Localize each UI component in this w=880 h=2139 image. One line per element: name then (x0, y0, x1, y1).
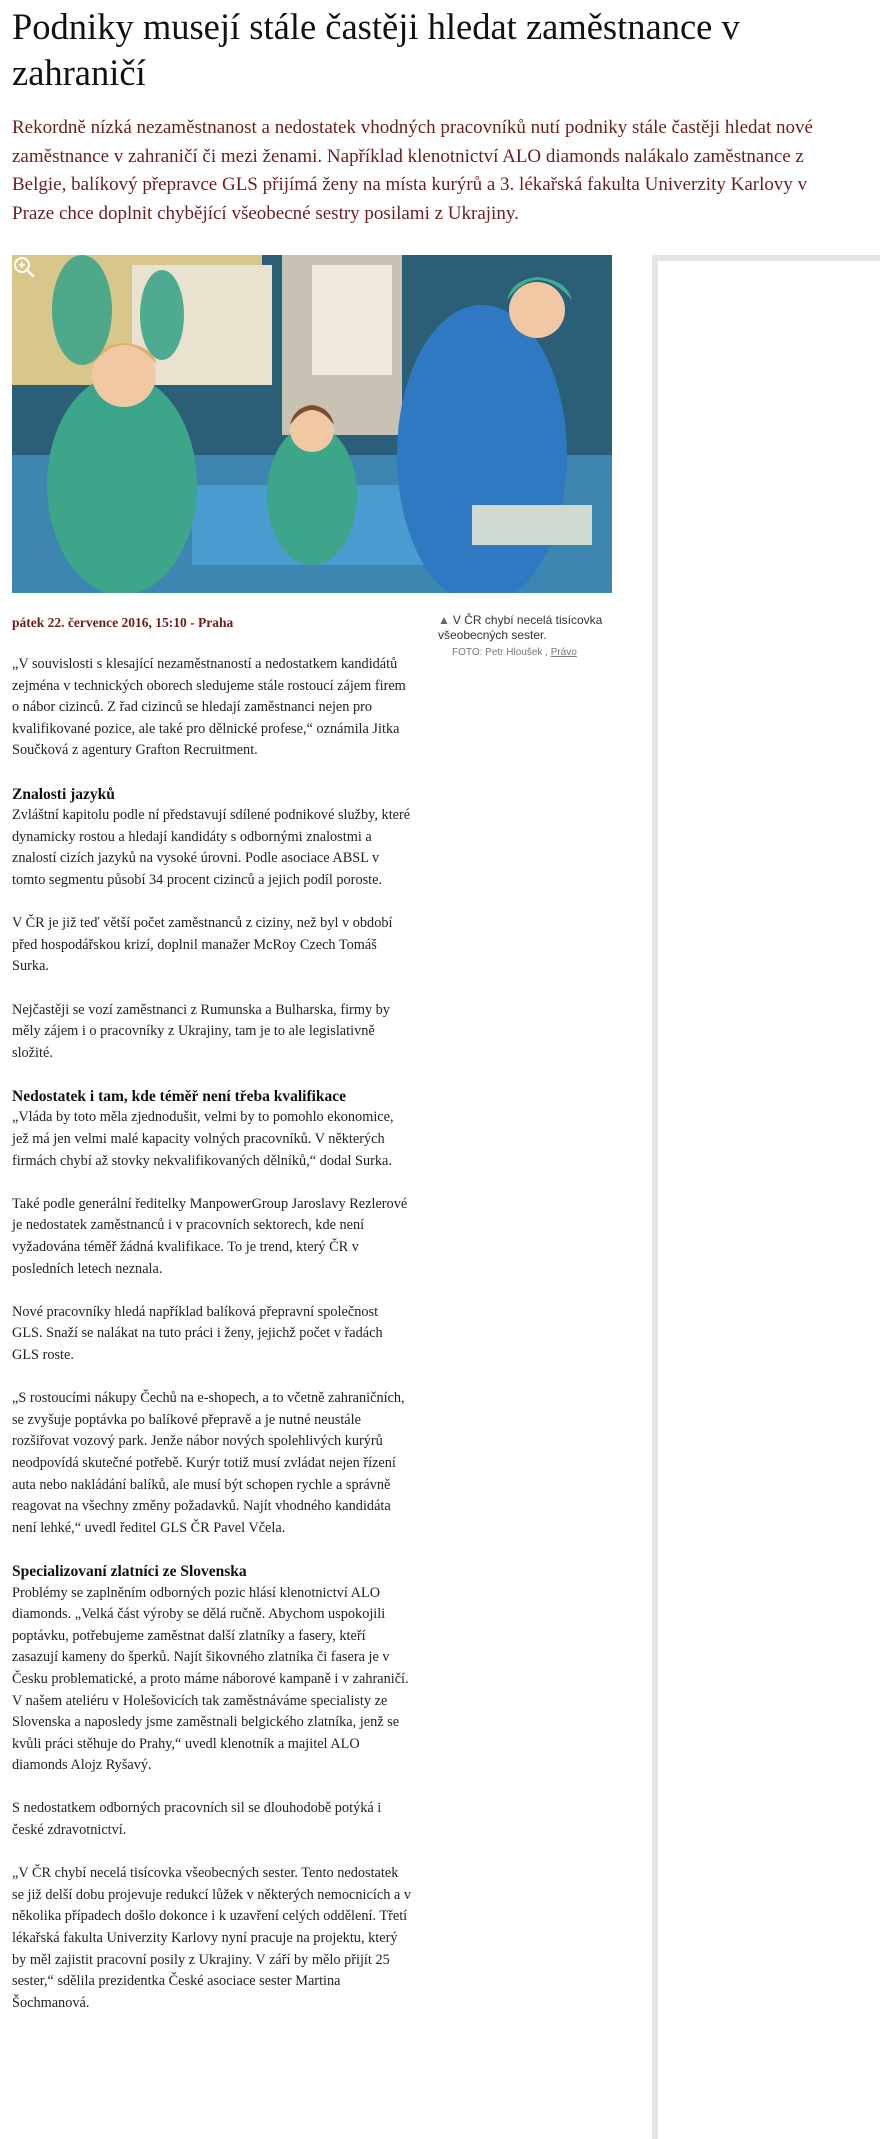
section-heading: Specializovaní zlatníci ze Slovenska (12, 1562, 247, 1580)
photo-illustration (12, 255, 612, 593)
body-paragraph: „V souvislosti s klesající nezaměstnaností a nedostatkem kandidátů zejména v technických oborech sledujeme stále rostoucí zájem firem o nábor cizinců. Z řad cizinců se hledají zaměstnanci nejen pro kvalifikované pozice, ale také pro dělnické profese,“ oznámila Jitka Součková z agentury Grafton Recruitment. (12, 656, 406, 759)
section-heading: Znalosti jazyků (12, 785, 115, 803)
photo-caption (438, 613, 638, 643)
section-heading: Nedostatek i tam, kde téměř není třeba kvalifikace (12, 1087, 347, 1105)
credit-label: FOTO: Petr Hloušek , (452, 647, 548, 658)
article-body (12, 654, 412, 2036)
photo-credit (452, 647, 652, 658)
body-paragraph: Zvláštní kapitolu podle ní představují sdílené podnikové služby, které dynamicky rostou a hledají kandidáty s odbornými znalostmi a znalostí cizích jazyků na vysoké úrovni. Podle asociace ABSL v tomto segmentu působí 34 procent cizinců a jejich podíl poroste. (12, 807, 411, 888)
caption-text: V ČR chybí necelá tisícovka všeobecných sester. (438, 613, 603, 642)
article-title: Podniky musejí stále častěji hledat zaměstnance v zahraničí (12, 6, 740, 93)
caption-triangle-icon: ▲ (438, 613, 450, 627)
body-paragraph: Také podle generální ředitelky ManpowerGroup Jaroslavy Rezlerové je nedostatek zaměstnanců i v pracovních sektorech, kde není vyžadována téměř žádná kvalifikace. To je trend, který ČR v posledních letech neznala. (12, 1195, 408, 1277)
sidebar-panel (652, 255, 880, 2139)
article-dateline: pátek 22. července 2016, 15:10 - Praha (12, 615, 234, 630)
body-paragraph: „S rostoucími nákupy Čechů na e-shopech, a to včetně zahraničních, se zvyšuje poptávka po balíkové přepravě a je nutné neustále rozšiřovat vozový park. Jenže nábor nových spolehlivých kurýrů neodpovídá skutečné potřebě. Kurýr totiž musí zvládat nejen řízení auta nebo nakládání balíků, ale musí být schopen rychle a správně reagovat na všechny změny požadavků. Najít vhodného kandidáta není lehké,“ uvedl ředitel GLS ČR Pavel Včela. (12, 1390, 405, 1536)
article-lead: Rekordně nízká nezaměstnanost a nedostatek vhodných pracovníků nutí podniky stále častěji hledat nové zaměstnance v zahraničí či mezi ženami. Například klenotnictví ALO diamonds nalákalo zaměstnance z Belgie, balíkový přepravce GLS přijímá ženy na místa kurýrů a 3. lékařská fakulta Univerzity Karlovy v Praze chce doplnit chybějící všeobecné sestry posilami z Ukrajiny. (12, 117, 813, 224)
body-paragraph: Nejčastěji se vozí zaměstnanci z Rumunska a Bulharska, firmy by měly zájem i o pracovníky z Ukrajiny, tam je to ale legislativně složité. (12, 1001, 390, 1061)
body-paragraph: Nové pracovníky hledá například balíková přepravní společnost GLS. Snaží se nalákat na tuto práci i ženy, jejichž počet v řadách GLS roste. (12, 1303, 383, 1363)
body-paragraph: „Vláda by toto měla zjednodušit, velmi by to pomohlo ekonomice, jež má jen velmi malé kapacity volných pracovníků. V některých firmách chybí až stovky nekvalifikovaných dělníků,“ dodal Surka. (12, 1109, 394, 1169)
article-photo[interactable] (12, 255, 612, 593)
body-paragraph: „V ČR chybí necelá tisícovka všeobecných sester. Tento nedostatek se již delší dobu projevuje redukcí lůžek v některých nemocnicích a v několika případech došlo dokonce i k uzavření celých oddělení. Třetí lékařská fakulta Univerzity Karlovy nyní pracuje na projektu, který by měl zajistit pracovní posily z Ukrajiny. V září by mělo přijít 25 sester,“ sdělila prezidentka České asociace sester Martina Šochmanová. (12, 1865, 411, 2011)
zoom-icon[interactable] (12, 255, 36, 279)
body-paragraph: V ČR je již teď větší počet zaměstnanců z ciziny, než byl v období před hospodářskou krizí, doplnil manažer McRoy Czech Tomáš Surka. (12, 915, 393, 975)
body-paragraph: Problémy se zaplněním odborných pozic hlásí klenotnictví ALO diamonds. „Velká část výroby se dělá ručně. Abychom uspokojili poptávku, potřebujeme zaměstnat další zlatníky a fasery, kteří zasazují kameny do šperků. Najít šikovného zlatníka či fasera je v Česku problematické, a proto máme náborové kampaně i v zahraničí. V našem ateliéru v Holešovicích tak zaměstnáváme specialisty ze Slovenska a naposledy jsme zaměstnali belgického zlatníka, jenž se kvůli práci stěhuje do Prahy,“ uvedl klenotník a majitel ALO diamonds Alojz Ryšavý. (12, 1584, 409, 1774)
credit-source-link[interactable]: Právo (550, 647, 577, 658)
body-paragraph: S nedostatkem odborných pracovních sil se dlouhodobě potýká i české zdravotnictví. (12, 1800, 382, 1839)
